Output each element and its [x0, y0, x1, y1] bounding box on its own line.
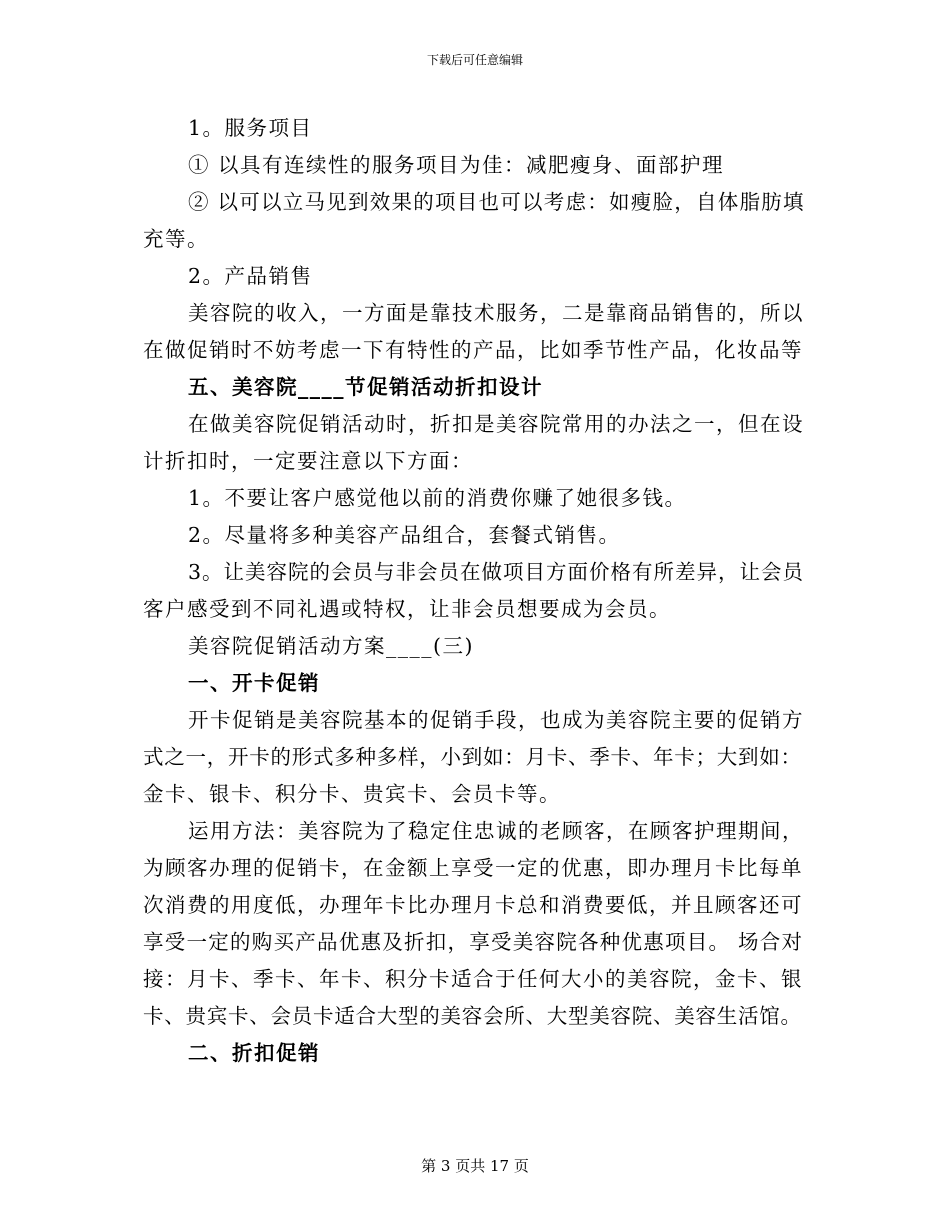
- text-line: 1。不要让客户感觉他以前的消费你赚了她很多钱。: [188, 486, 687, 510]
- text-line: ② 以可以立马见到效果的项目也可以考虑：如瘦脸，自体脂肪填: [188, 190, 805, 214]
- text-line: 1。服务项目: [188, 116, 313, 140]
- text-line: 美容院促销活动方案____(三): [188, 634, 474, 658]
- text-line: 3。让美容院的会员与非会员在做项目方面价格有所差异，让会员: [188, 560, 805, 584]
- text-line: 开卡促销是美容院基本的促销手段，也成为美容院主要的促销方: [188, 708, 804, 732]
- text-line: 式之一，开卡的形式多种多样，小到如：月卡、季卡、年卡；大到如：: [143, 745, 802, 769]
- text-line: 充等。: [143, 227, 209, 251]
- text-line: 在做促销时不妨考虑一下有特性的产品，比如季节性产品，化妆品等: [143, 338, 803, 362]
- text-line: 接：月卡、季卡、年卡、积分卡适合于任何大小的美容院，金卡、银: [143, 967, 803, 991]
- document-body: [143, 110, 807, 1072]
- text-line: 客户感受到不同礼遇或特权，让非会员想要成为会员。: [143, 597, 671, 621]
- text-line: 为顾客办理的促销卡，在金额上享受一定的优惠，即办理月卡比每单: [143, 856, 803, 880]
- section-heading: 二、折扣促销: [188, 1041, 320, 1065]
- text-line: 2。产品销售: [188, 264, 313, 288]
- text-line: 美容院的收入，一方面是靠技术服务，二是靠商品销售的，所以: [188, 301, 804, 325]
- text-line: 2。尽量将多种美容产品组合，套餐式销售。: [188, 523, 621, 547]
- text-line: 享受一定的购买产品优惠及折扣，享受美容院各种优惠项目。 场合对: [143, 930, 804, 954]
- page-footer: 第 3 页共 17 页: [421, 1157, 529, 1175]
- text-line: 次消费的用度低，办理年卡比办理月卡总和消费要低，并且顾客还可: [143, 893, 803, 917]
- page-header: 下载后可任意编辑: [426, 53, 523, 67]
- text-line: 卡、贵宾卡、会员卡适合大型的美容会所、大型美容院、美容生活馆。: [143, 1004, 802, 1028]
- text-line: ① 以具有连续性的服务项目为佳：减肥瘦身、面部护理: [188, 153, 725, 177]
- section-heading: 一、开卡促销: [188, 671, 320, 695]
- text-line: 金卡、银卡、积分卡、贵宾卡、会员卡等。: [143, 782, 561, 806]
- text-line: 在做美容院促销活动时，折扣是美容院常用的办法之一，但在设: [188, 412, 804, 436]
- text-line: 运用方法：美容院为了稳定住忠诚的老顾客，在顾客护理期间，: [188, 819, 804, 843]
- section-heading: 五、美容院____节促销活动折扣设计: [188, 375, 543, 399]
- text-line: 计折扣时，一定要注意以下方面：: [143, 449, 473, 473]
